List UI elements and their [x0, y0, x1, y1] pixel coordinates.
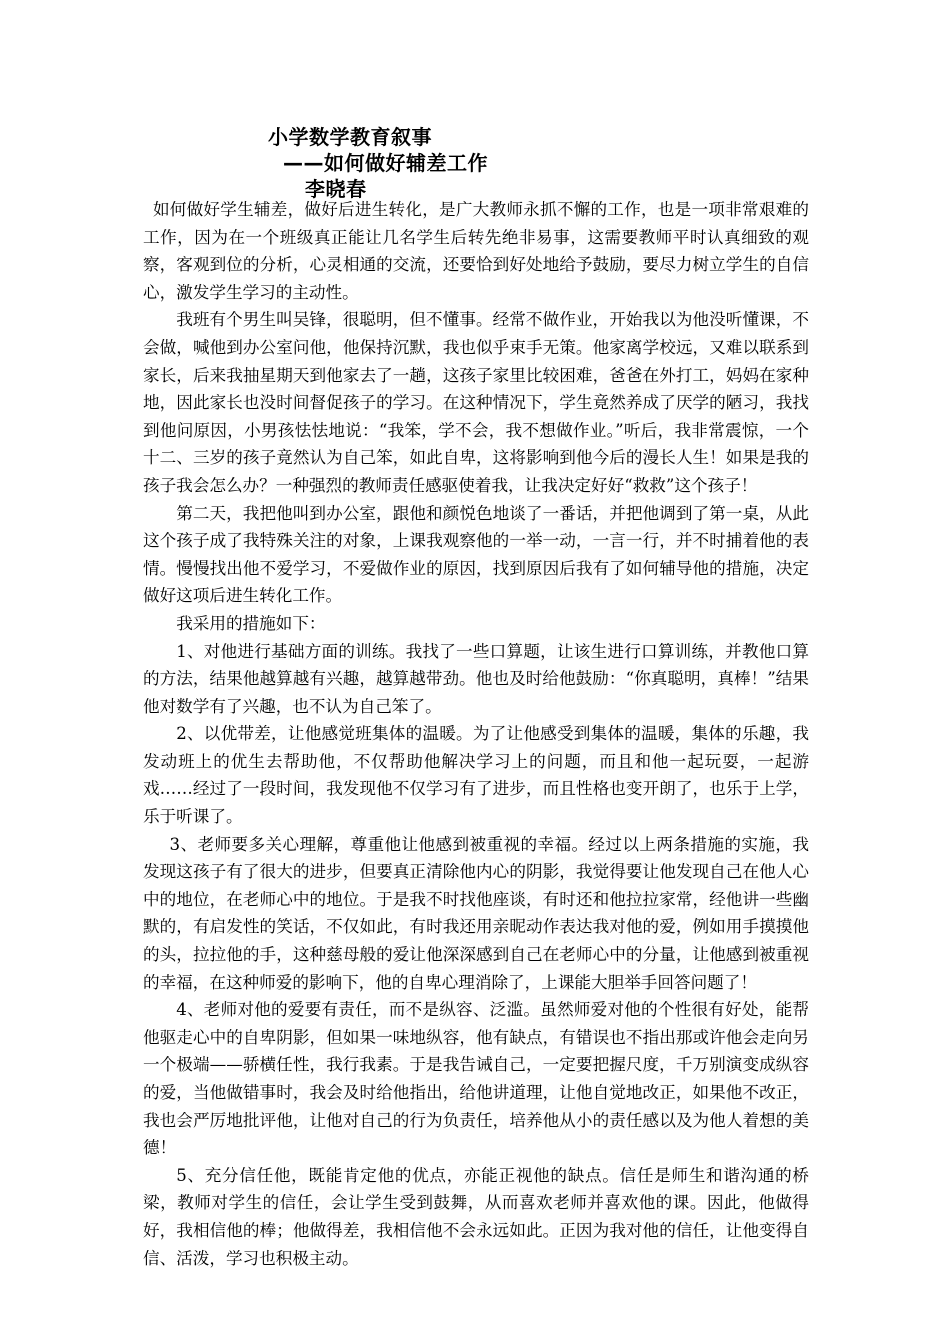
document-body: [143, 196, 809, 1272]
paragraph-next-day: 第二天，我把他叫到办公室，跟他和颜悦色地谈了一番话，并把他调到了第一桌，从此这个孩子成了我特殊关注的对象，上课我观察他的一举一动，一言一行，并不时捕着他的表情。慢慢找出他不爱学习，不爱做作业的原因，找到原因后我有了如何辅导他的措施，决定做好这项后进生转化工作。: [143, 503, 809, 606]
paragraph-measure-5: 5、充分信任他，既能肯定他的优点，亦能正视他的缺点。信任是师生和谐沟通的桥梁，教师对学生的信任，会让学生受到鼓舞，从而喜欢老师并喜欢他的课。因此，他做得好，我相信他的棒；他做得差，我相信他不会永远如此。正因为我对他的信任，让他变得自信、活泼，学习也积极主动。: [143, 1165, 809, 1268]
paragraph-measure-4: 4、老师对他的爱要有责任，而不是纵容、泛滥。虽然师爱对他的个性很有好处，能帮他驱走心中的自卑阴影，但如果一味地纵容，他有缺点，有错误也不指出那或许他会走向另一个极端——骄横任性，我行我素。于是我告诫自己，一定要把握尺度，千万别演变成纵容的爱，当他做错事时，我会及时给他指出，给他讲道理，让他自觉地改正，如果他不改正，我也会严厉地批评他，让他对自己的行为负责任，培养他从小的责任感以及为他人着想的美德！: [143, 1000, 809, 1158]
paragraph-measure-3: 3、老师要多关心理解，尊重他让他感到被重视的幸福。经过以上两条措施的实施，我发现这孩子有了很大的进步，但要真正清除他内心的阴影，我觉得要让他发现自己在他人心中的地位，在老师心中的地位。于是我不时找他座谈，有时还和他拉拉家常，经他讲一些幽默的，有启发性的笑话，不仅如此，有时我还用亲昵动作表达我对他的爱，例如用手摸摸他的头，拉拉他的手，这种慈母般的爱让他深深感到自己在老师心中的分量，让他感到被重视的幸福，在这种师爱的影响下，他的自卑心理消除了，上课能大胆举手回答问题了！: [143, 834, 809, 992]
document-title: 小学数学教育叙事: [268, 125, 432, 149]
paragraph-intro: 如何做好学生辅差，做好后进生转化，是广大教师永抓不懈的工作，也是一项非常艰难的工作，因为在一个班级真正能让几名学生后转先绝非易事，这需要教师平时认真细致的观察，客观到位的分析，心灵相通的交流，还要恰到好处地给予鼓励，要尽力树立学生的自信心，激发学生学习的主动性。: [143, 200, 809, 302]
paragraph-measure-2: 2、以优带差，让他感觉班集体的温暖。为了让他感受到集体的温暖，集体的乐趣，我发动班上的优生去帮助他，不仅帮助他解决学习上的问题，而且和他一起玩耍，一起游戏……经过了一段时间，我发现他不仅学习有了进步，而且性格也变开朗了，也乐于上学，乐于听课了。: [143, 724, 809, 827]
paragraph-measure-1: 1、对他进行基础方面的训练。我找了一些口算题，让该生进行口算训练，并教他口算的方法，结果他越算越有兴趣，越算越带劲。他也及时给他鼓励：“你真聪明，真棒！”结果他对数学有了兴趣，也不认为自己笨了。: [143, 641, 809, 716]
document-author: 李晓春: [305, 177, 367, 201]
paragraph-story: 我班有个男生叫吴锋，很聪明，但不懂事。经常不做作业，开始我以为他没听懂课，不会做，喊他到办公室问他，他保持沉默，我也似乎束手无策。他家离学校远，又难以联系到家长，后来我抽星期天到他家去了一趟，这孩子家里比较困难，爸爸在外打工，妈妈在家种地，因此家长也没时间督促孩子的学习。在这种情况下，学生竟然养成了厌学的陋习，我找到他问原因，小男孩怯怯地说：“我笨，学不会，我不想做作业。”听后，我非常震惊，一个十二、三岁的孩子竟然认为自己笨，如此自卑，这将影响到他今后的漫长人生！如果是我的孩子我会怎么办？一种强烈的教师责任感驱使着我，让我决定好好“救救”这个孩子！: [143, 310, 809, 495]
paragraph-measures-heading: 我采用的措施如下：: [176, 613, 326, 633]
document-subtitle: ——如何做好辅差工作: [283, 151, 488, 175]
